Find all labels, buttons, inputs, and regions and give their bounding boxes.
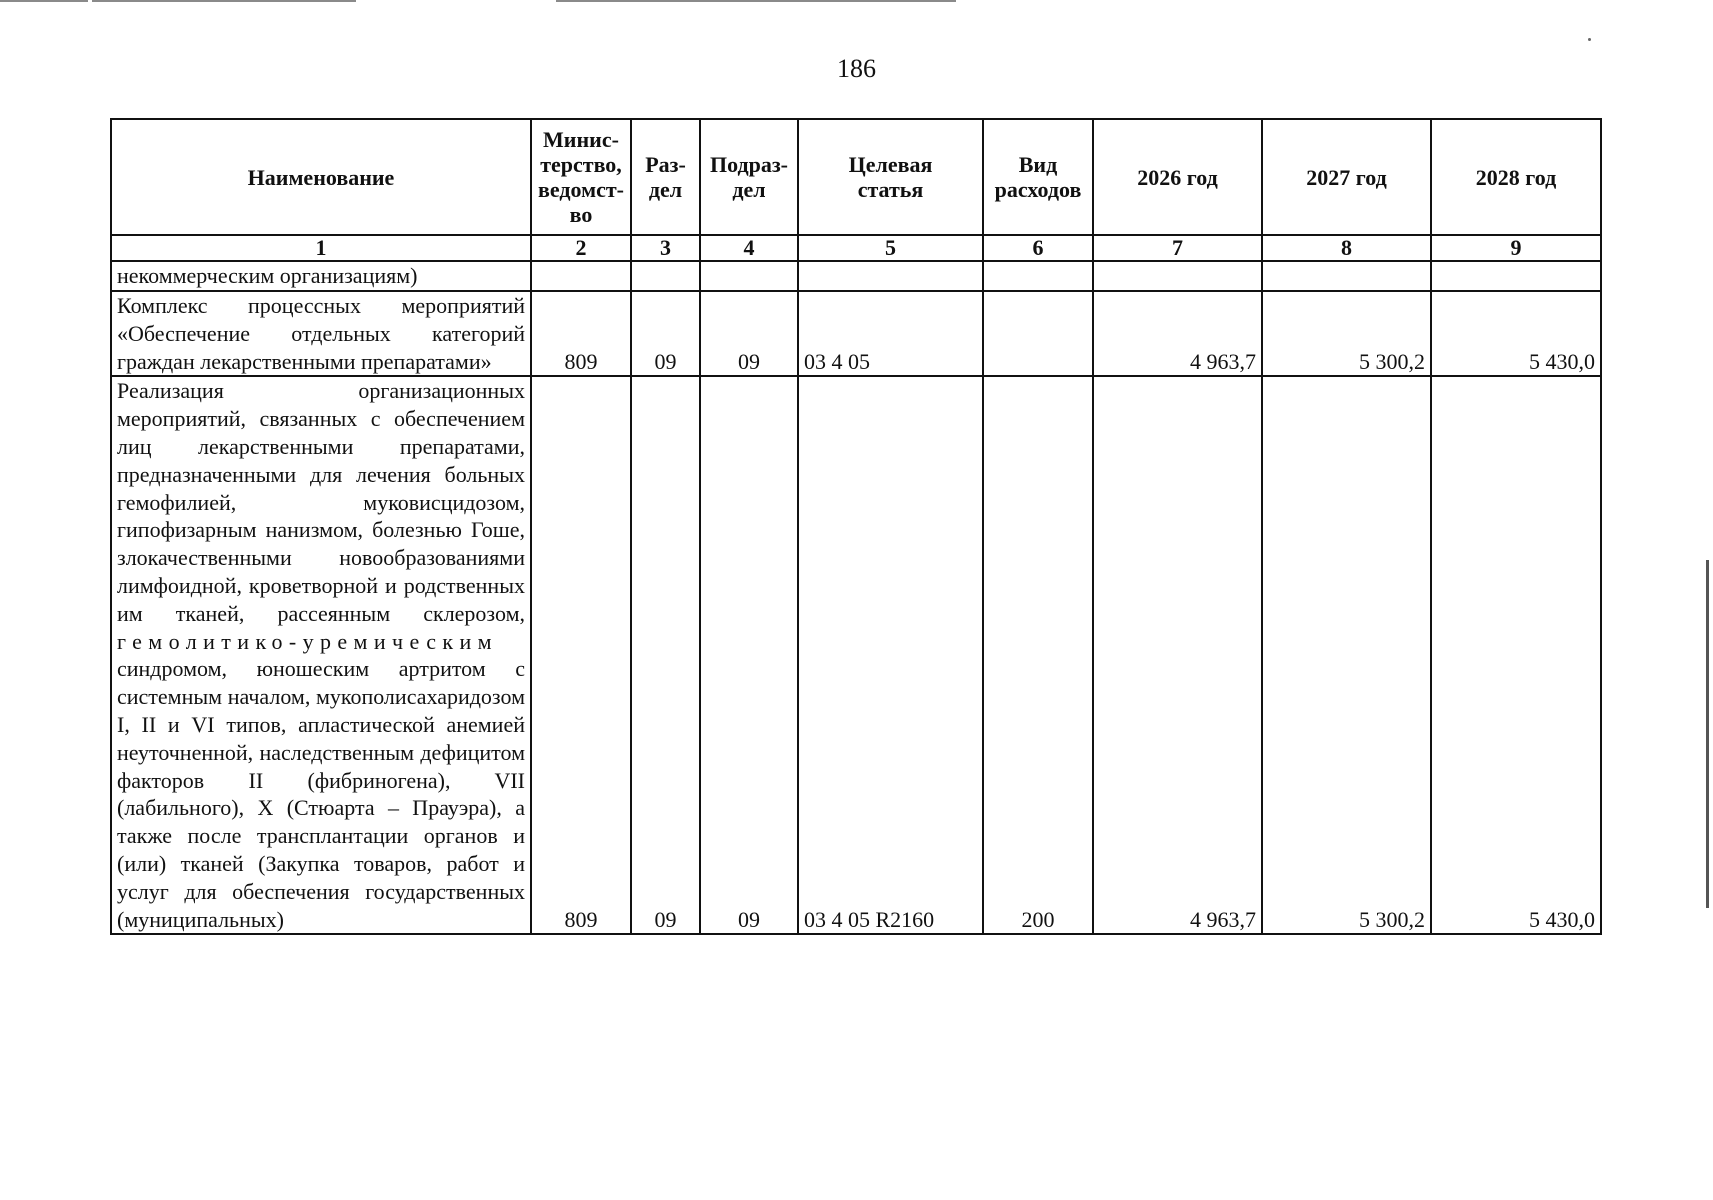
header-target-line: Целевая (848, 152, 933, 177)
row-subsection: 09 (700, 291, 798, 376)
row-ministry (531, 261, 631, 291)
row-target-article: 03 4 05 R2160 (798, 376, 983, 934)
table-row (111, 261, 1601, 291)
row-section: 09 (631, 291, 700, 376)
header-2027: 2027 год (1262, 119, 1431, 235)
header-section (631, 119, 700, 235)
row-name (111, 376, 531, 934)
column-number: 6 (983, 235, 1093, 261)
header-expense-line: расходов (994, 177, 1082, 202)
header-subsection-line: дел (732, 177, 766, 202)
row-value-2027: 5 300,2 (1262, 376, 1431, 934)
row-name-text: синдромом, юношеским артритом с системным началом, мукополисахаридозом I, II и VI типов, апластической анемией неуточненной, наследственным дефицитом факторов II (фибриногена), VII (лабильного), X (Стюарта – Прауэра), а также после трансплантации органов и (или) тканей (Закупка товаров, работ и услуг для обеспечения государственных (муниципальных) (117, 656, 525, 932)
scan-edge-line (92, 0, 356, 2)
row-value-2028 (1431, 261, 1601, 291)
page-number: 186 (837, 54, 876, 83)
row-value-2028: 5 430,0 (1431, 291, 1601, 376)
row-subsection (700, 261, 798, 291)
header-subsection (700, 119, 798, 235)
header-ministry-line: ведомст- (538, 177, 624, 202)
row-name-spaced-word: гемолитико-уремическим (117, 628, 498, 654)
column-number: 2 (531, 235, 631, 261)
row-subsection: 09 (700, 376, 798, 934)
budget-table (110, 118, 1602, 935)
column-number: 4 (700, 235, 798, 261)
column-number: 3 (631, 235, 700, 261)
column-number-row (111, 235, 1601, 261)
header-ministry-line: терство, (540, 152, 622, 177)
row-ministry: 809 (531, 291, 631, 376)
column-number: 1 (111, 235, 531, 261)
column-number: 5 (798, 235, 983, 261)
column-number: 7 (1093, 235, 1262, 261)
row-value-2027: 5 300,2 (1262, 291, 1431, 376)
table-row (111, 376, 1601, 934)
row-value-2028: 5 430,0 (1431, 376, 1601, 934)
row-target-article (798, 261, 983, 291)
row-section (631, 261, 700, 291)
column-number: 9 (1431, 235, 1601, 261)
row-value-2027 (1262, 261, 1431, 291)
row-name-text: Реализация организационных мероприятий, связанных с обеспечением лиц лекарственными препаратами, предназначенными для лечения больных гемофилией, муковисцидозом, гипофизарным нанизмом, болезнью Гоше, злокачественными новообразованиями лимфоидной, кроветворной и родственных им тканей, рассеянным склерозом, (117, 378, 525, 626)
scan-edge-line (556, 0, 956, 2)
header-expense-type (983, 119, 1093, 235)
row-section: 09 (631, 376, 700, 934)
header-2026: 2026 год (1093, 119, 1262, 235)
header-section-line: Раз- (645, 152, 686, 177)
header-name: Наименование (111, 119, 531, 235)
header-row (111, 119, 1601, 235)
row-value-2026: 4 963,7 (1093, 376, 1262, 934)
row-ministry: 809 (531, 376, 631, 934)
row-expense-type (983, 291, 1093, 376)
header-expense-line: Вид (1018, 152, 1058, 177)
scan-edge-line (0, 0, 88, 2)
header-section-line: дел (648, 177, 683, 202)
header-subsection-line: Подраз- (709, 152, 788, 177)
row-name: некоммерческим организациям) (111, 261, 531, 291)
row-name: Комплекс процессных мероприятий «Обеспечение отдельных категорий граждан лекарственными препаратами» (111, 291, 531, 376)
scan-speck (1588, 38, 1591, 41)
row-expense-type (983, 261, 1093, 291)
header-2028: 2028 год (1431, 119, 1601, 235)
scan-edge-shadow (1706, 560, 1709, 908)
row-expense-type: 200 (983, 376, 1093, 934)
row-value-2026: 4 963,7 (1093, 291, 1262, 376)
row-target-article: 03 4 05 (798, 291, 983, 376)
column-number: 8 (1262, 235, 1431, 261)
header-target-article (798, 119, 983, 235)
header-ministry-line: Минис- (543, 127, 619, 152)
row-value-2026 (1093, 261, 1262, 291)
header-ministry-line: во (569, 202, 593, 227)
table-row (111, 291, 1601, 376)
header-target-line: статья (857, 177, 924, 202)
header-ministry (531, 119, 631, 235)
